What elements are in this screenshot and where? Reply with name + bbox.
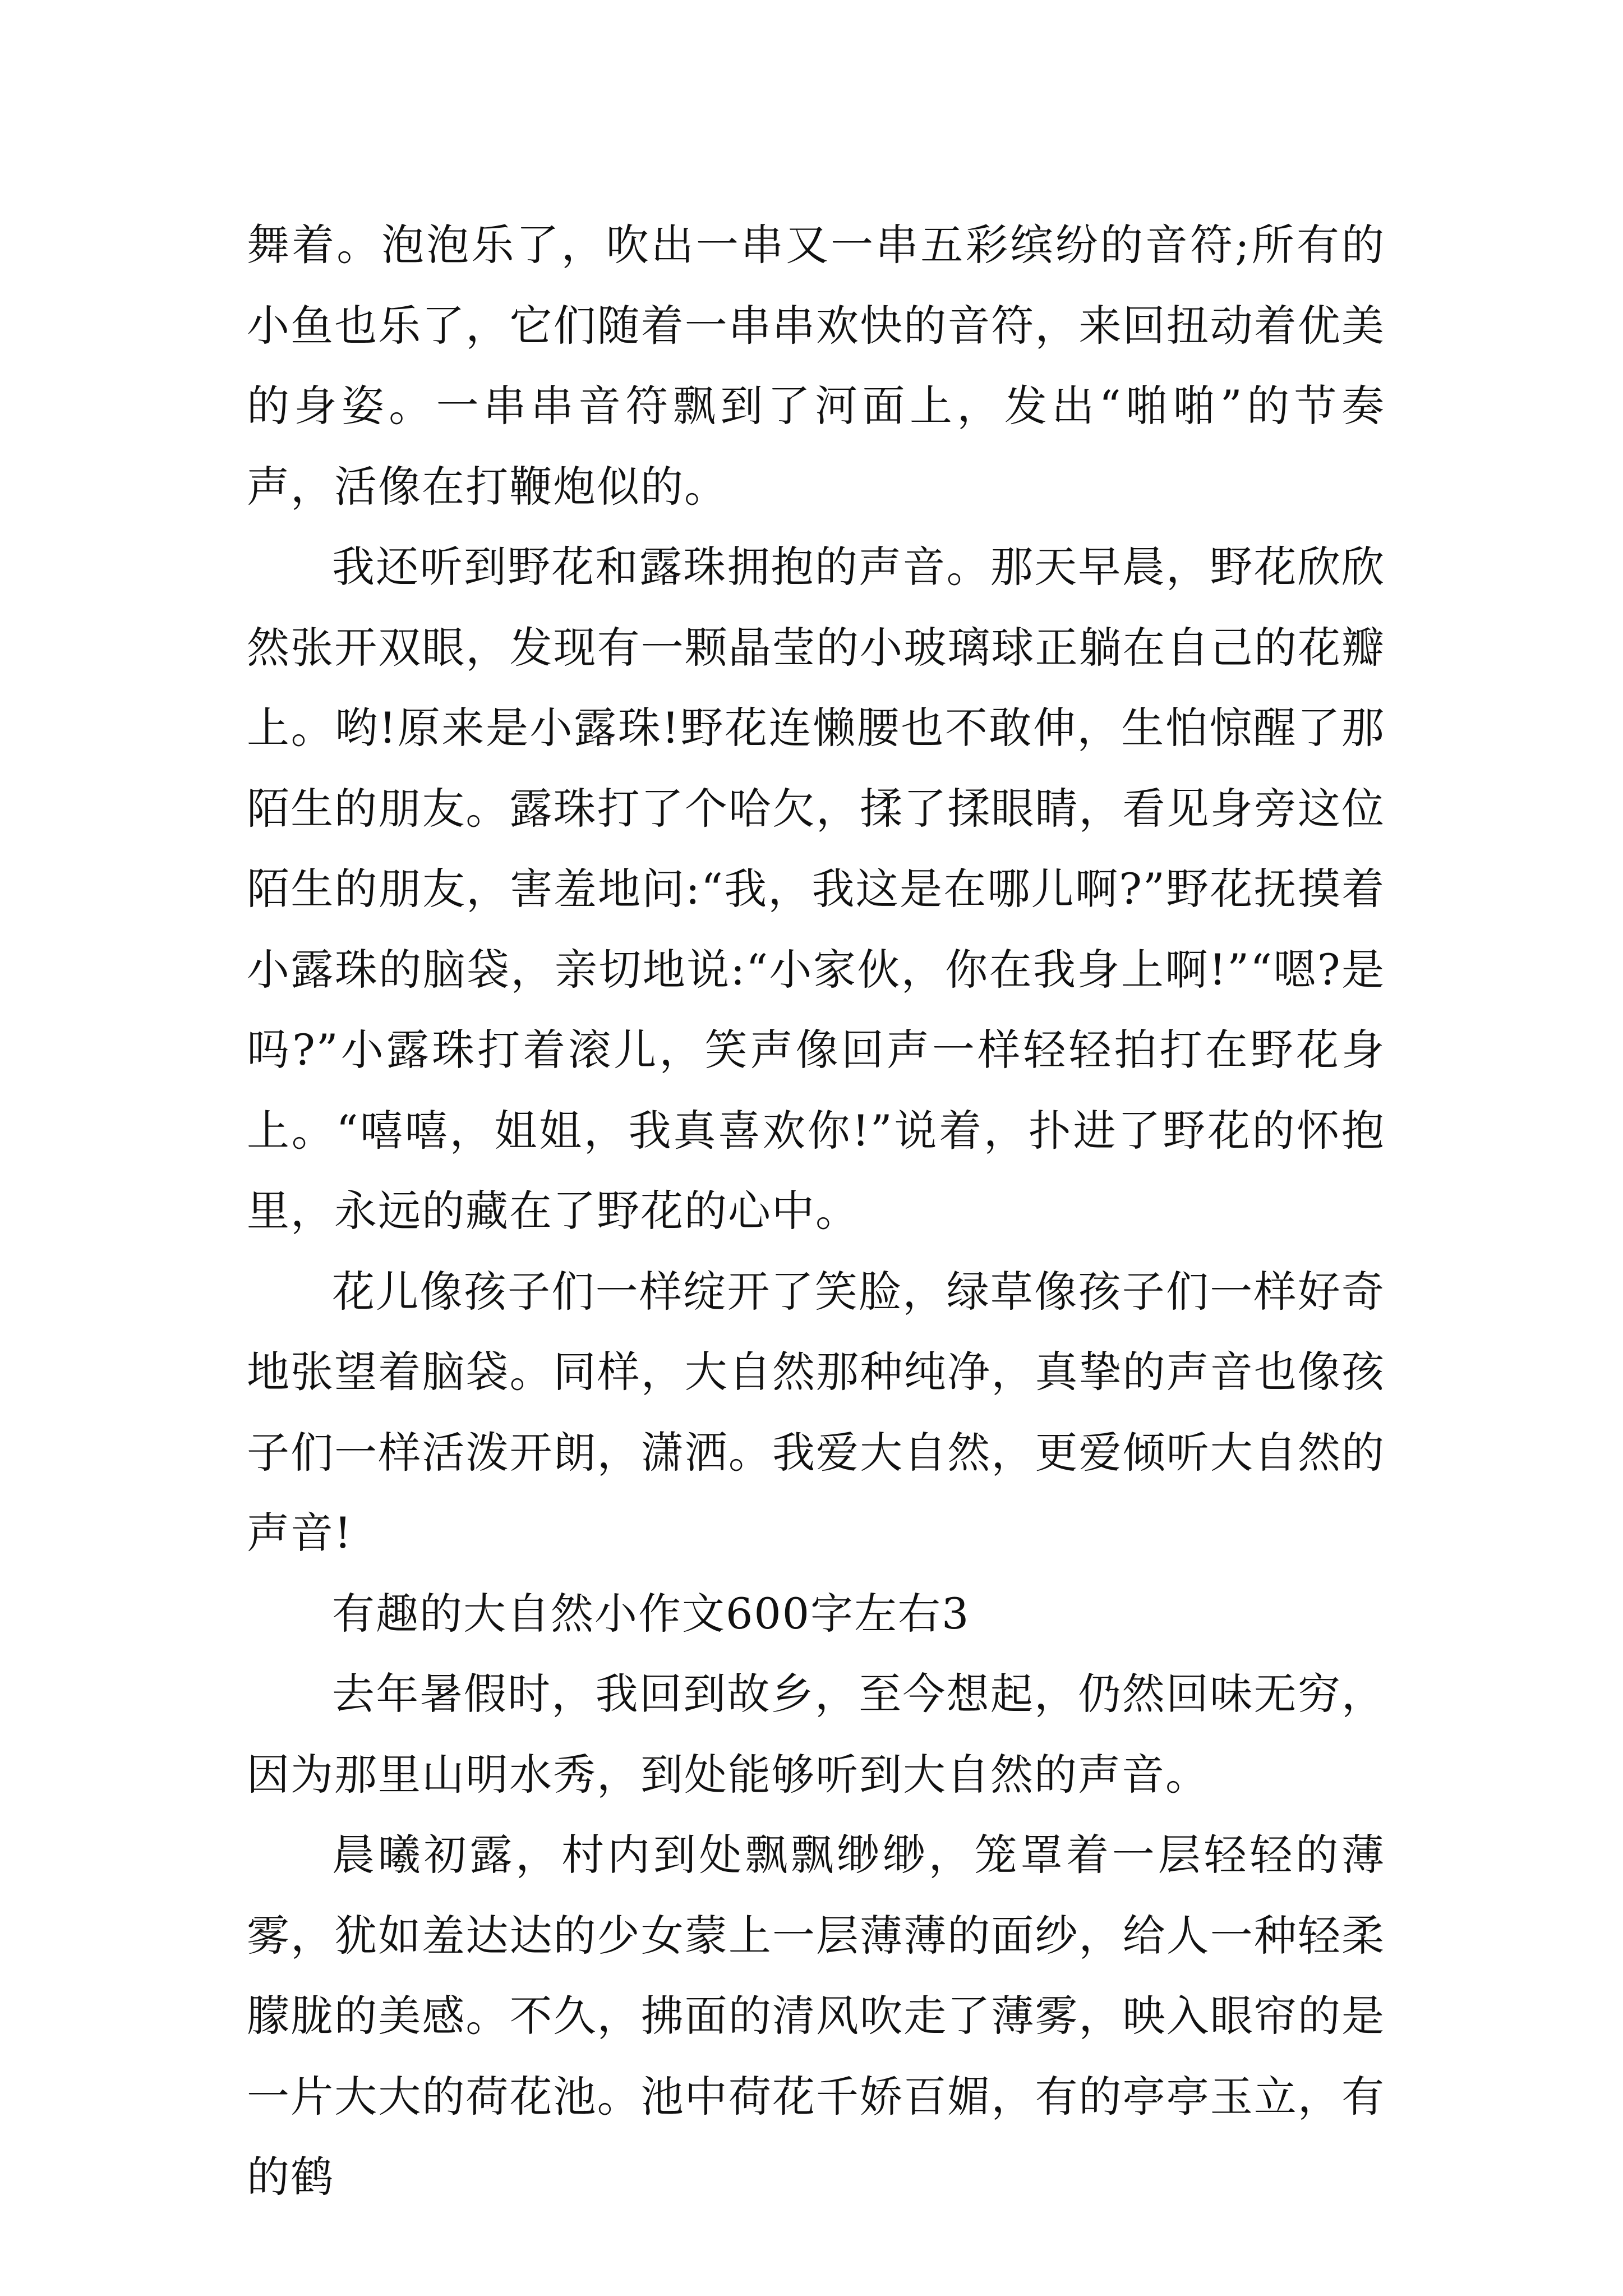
paragraph-hometown: 去年暑假时，我回到故乡，至今想起，仍然回味无穷，因为那里山明水秀，到处能够听到大自然的声音。 bbox=[247, 1669, 1385, 1800]
paragraph-flower-dewdrop: 我还听到野花和露珠拥抱的声音。那天早晨，野花欣欣然张开双眼，发现有一颗晶莹的小玻璃球正躺在自己的花瓣上。哟!原来是小露珠!野花连懒腰也不敢伸，生怕惊醒了那陌生的朋友。露珠打了个哈欠，揉了揉眼睛，看见身旁这位陌生的朋友，害羞地问:“我，我这是在哪儿啊?”野花抚摸着小露珠的脑袋，亲切地说:“小家伙，你在我身上啊!”“嗯?是吗?”小露珠打着滚儿，笑声像回声一样轻轻拍打在野花身上。“嘻嘻，姐姐，我真喜欢你!”说着，扑进了野花的怀抱里，永远的藏在了野花的心中。 bbox=[247, 542, 1385, 1236]
paragraph-morning-mist: 晨曦初露，村内到处飘飘缈缈，笼罩着一层轻轻的薄雾，犹如羞达达的少女蒙上一层薄薄的面纱，给人一种轻柔朦胧的美感。不久，拂面的清风吹走了薄雾，映入眼帘的是一片大大的荷花池。池中荷花千娇百媚，有的亭亭玉立，有的鹤 bbox=[247, 1830, 1385, 2202]
section-heading: 有趣的大自然小作文600字左右3 bbox=[332, 1588, 970, 1639]
paragraph-conclusion: 花儿像孩子们一样绽开了笑脸，绿草像孩子们一样好奇地张望着脑袋。同样，大自然那种纯净，真挚的声音也像孩子们一样活泼开朗，潇洒。我爱大自然，更爱倾听大自然的声音! bbox=[247, 1266, 1385, 1558]
article-body bbox=[247, 205, 1385, 2217]
paragraph-continuation: 舞着。泡泡乐了，吹出一串又一串五彩缤纷的音符;所有的小鱼也乐了，它们随着一串串欢快的音符，来回扭动着优美的身姿。一串串音符飘到了河面上，发出“啪啪”的节奏声，活像在打鞭炮似的。 bbox=[247, 220, 1385, 512]
